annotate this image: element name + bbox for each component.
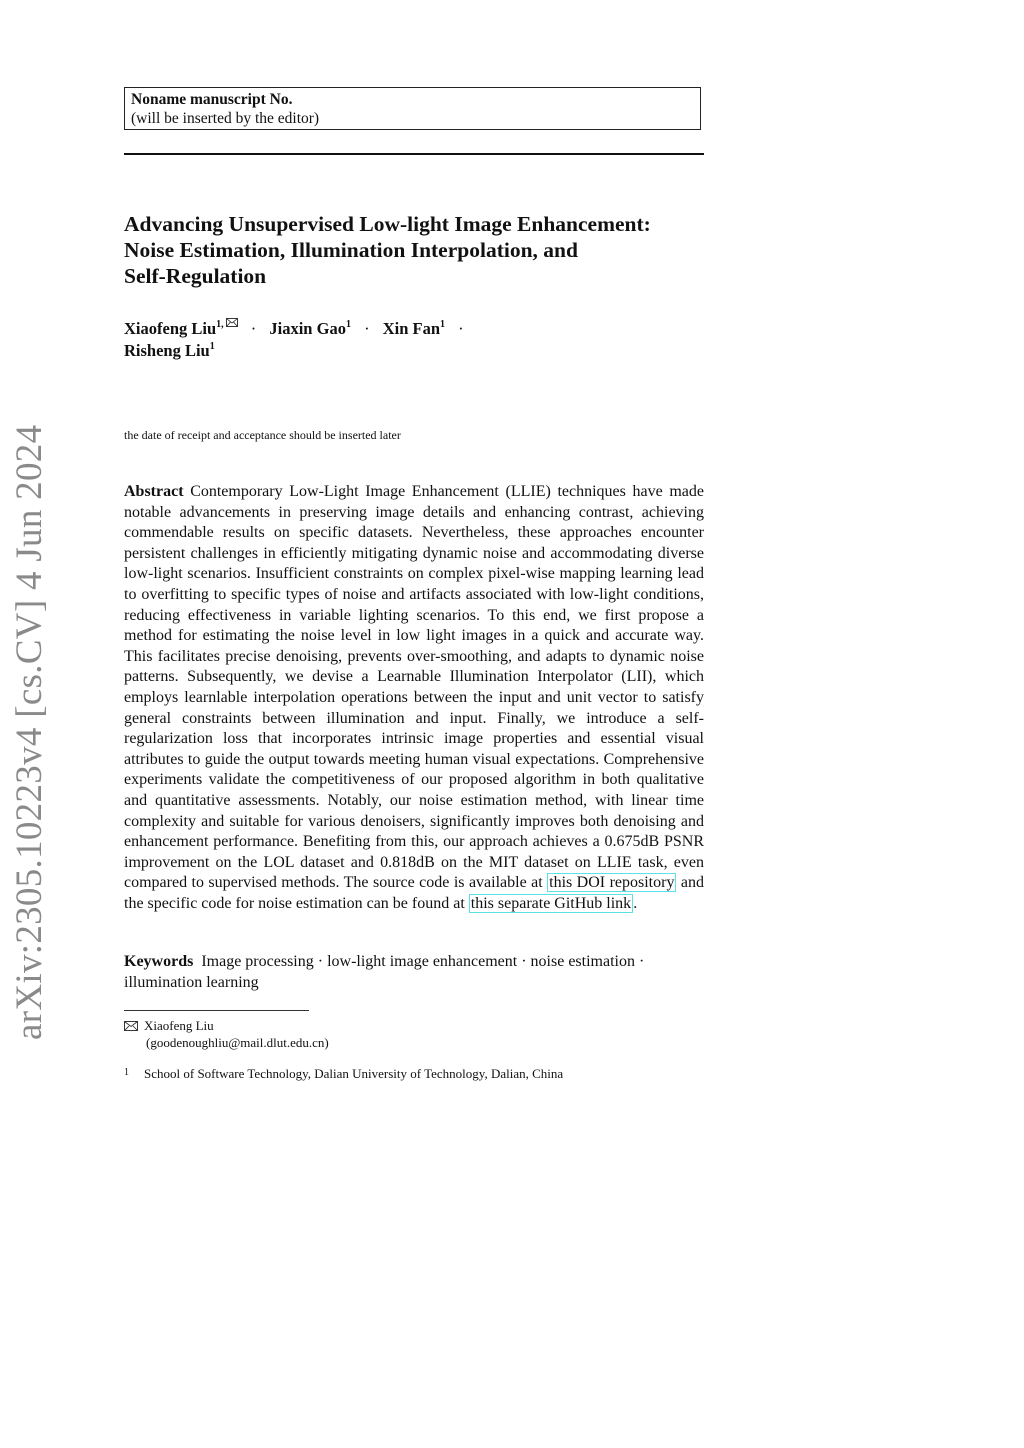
- abstract-label: Abstract: [124, 483, 184, 500]
- date-note: the date of receipt and acceptance should be inserted later: [124, 428, 401, 442]
- footnote-rule: [124, 1010, 309, 1011]
- author-affiliation-sup: 1: [209, 341, 215, 352]
- paper-title: [124, 211, 724, 289]
- abstract-end: .: [633, 894, 638, 912]
- envelope-icon: [124, 1021, 138, 1031]
- corresponding-author: [124, 1017, 329, 1051]
- manuscript-number: Noname manuscript No.: [131, 91, 293, 108]
- affiliation-text: School of Software Technology, Dalian University of Technology, Dalian, China: [144, 1066, 564, 1081]
- editor-note: (will be inserted by the editor): [131, 110, 320, 127]
- title-line: Noise Estimation, Illumination Interpolation, and: [124, 238, 578, 262]
- author-affiliation-sup: 1,: [216, 319, 224, 330]
- author-name: Risheng Liu: [124, 341, 210, 360]
- doi-repository-link[interactable]: this DOI repository: [549, 874, 675, 892]
- title-line: Advancing Unsupervised Low-light Image Enhancement:: [124, 212, 651, 236]
- corresponding-name: Xiaofeng Liu: [144, 1018, 214, 1033]
- keywords: [124, 952, 704, 993]
- author-separator: ·: [250, 319, 257, 338]
- author-separator: ·: [458, 319, 464, 338]
- author-separator: ·: [364, 319, 370, 338]
- affiliation-number: 1: [124, 1067, 129, 1078]
- author-name: Xiaofeng Liu: [124, 319, 217, 338]
- keywords-text: Image processing · low-light image enhancement · noise estimation · illumination learning: [124, 953, 645, 991]
- header-rule: [124, 153, 704, 155]
- abstract-text: Contemporary Low-Light Image Enhancement (LLIE) techniques have made notable advancements in preserving image details and enhancing contrast, achieving commendable results on specific datasets. Nevertheless, these approaches encounter persistent challenges in efficiently mitigating dynamic noise and accommodating diverse low-light scenarios. Insufficient constraints on complex pixel-wise mapping learning lead to overfitting to specific types of noise and artifacts associated with low-light conditions, reducing effectiveness in variable lighting scenarios. To this end, we first propose a method for estimating the noise level in low light images in a quick and accurate way. This facilitates precise denoising, prevents over-smoothing, and adapts to dynamic noise patterns. Subsequently, we devise a Learnable Illumination Interpolator (LII), which employs learnlable interpolation operations between the input and unit vector to satisfy general constraints between illumination and input. Finally, we introduce a self-regularization loss that incorporates intrinsic image properties and essential visual attributes to guide the output towards meeting human visual expectations. Comprehensive experiments validate the competitiveness of our proposed algorithm in both qualitative and quantitative assessments. Notably, our noise estimation method, with linear time complexity and suitable for various denoisers, significantly improves both denoising and enhancement performance. Benefiting from this, our approach achieves a 0.675dB PSNR improvement on the LOL dataset and 0.818dB on the MIT dataset on LLIE task, even compared to supervised methods. The source code is available at: [124, 483, 704, 892]
- keywords-label: Keywords: [124, 953, 194, 970]
- author-affiliation-sup: 1: [345, 319, 351, 330]
- envelope-icon: [226, 318, 238, 327]
- github-link[interactable]: this separate GitHub link: [470, 894, 632, 912]
- abstract-text-continued: and the specific code for noise estimation can be found at: [124, 874, 705, 912]
- affiliation: [124, 1066, 563, 1082]
- abstract: [124, 482, 704, 914]
- author-name: Jiaxin Gao: [269, 319, 346, 338]
- arxiv-identifier-stamp: arXiv:2305.10223v4 [cs.CV] 4 Jun 2024: [9, 424, 50, 1040]
- author-affiliation-sup: 1: [440, 319, 446, 330]
- author-list: [124, 318, 724, 362]
- title-line: Self-Regulation: [124, 264, 267, 288]
- corresponding-email: (goodenoughliu@mail.dlut.edu.cn): [146, 1035, 329, 1050]
- author-name: Xin Fan: [382, 319, 441, 338]
- manuscript-header-box: [124, 87, 701, 130]
